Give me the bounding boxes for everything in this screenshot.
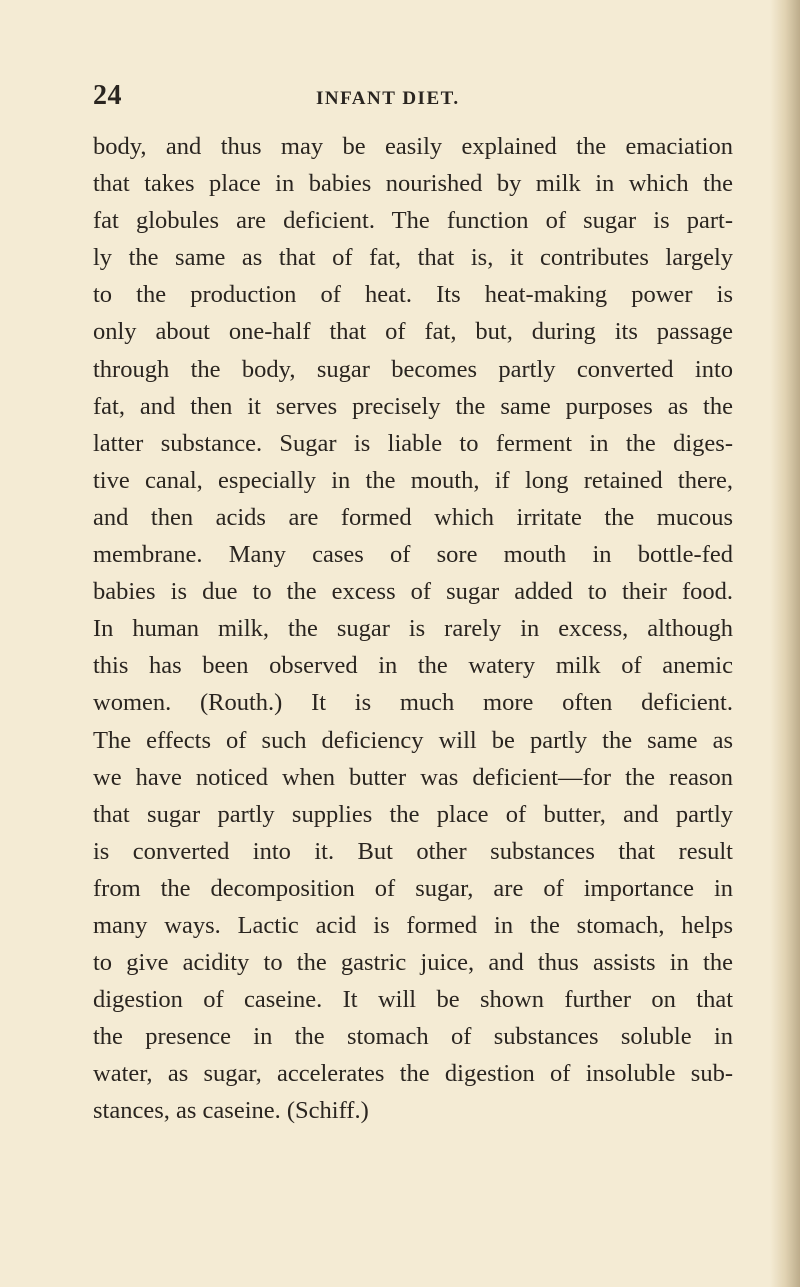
body-paragraph [93,128,733,1130]
text-line: only about one-half that of fat, but, during its passage [93,318,733,346]
text-line: we have noticed when butter was deficient—for the reason [93,763,733,791]
text-line: ly the same as that of fat, that is, it contributes largely [93,244,733,272]
text-line: and then acids are formed which irritate the mucous [93,503,733,531]
text-line: that sugar partly supplies the place of butter, and partly [93,800,733,828]
text-line: women. (Routh.) It is much more often deficient. [93,689,733,717]
text-line: from the decomposition of sugar, are of importance in [93,874,733,902]
text-line: fat, and then it serves precisely the same purposes as the [93,392,733,420]
page-header [93,80,723,120]
text-line: fat globules are deficient. The function of sugar is part- [93,207,733,235]
text-line: the presence in the stomach of substances soluble in [93,1023,733,1051]
text-line: membrane. Many cases of sore mouth in bottle-fed [93,541,733,569]
text-line: digestion of caseine. It will be shown further on that [93,986,733,1014]
page-number: 24 [93,80,122,111]
text-line: latter substance. Sugar is liable to ferment in the diges- [93,429,733,457]
text-line: to give acidity to the gastric juice, and thus assists in the [93,949,733,977]
text-line: The effects of such deficiency will be partly the same as [93,726,733,754]
text-line: babies is due to the excess of sugar added to their food. [93,578,733,606]
text-line: body, and thus may be easily explained the emaciation [93,133,733,160]
text-line: this has been observed in the watery milk of anemic [93,652,733,680]
text-line: water, as sugar, accelerates the digestion of insoluble sub- [93,1060,733,1088]
text-line: stances, as caseine. (Schiff.) [93,1097,369,1125]
text-line: tive canal, especially in the mouth, if long retained there, [93,466,733,494]
text-line: many ways. Lactic acid is formed in the stomach, helps [93,911,733,939]
text-line: In human milk, the sugar is rarely in excess, although [93,615,733,643]
text-line: is converted into it. But other substances that result [93,837,733,865]
text-line: through the body, sugar becomes partly converted into [93,355,733,383]
running-head: INFANT DIET. [316,88,460,109]
text-line: that takes place in babies nourished by milk in which the [93,170,733,198]
text-line: to the production of heat. Its heat-making power is [93,281,733,309]
